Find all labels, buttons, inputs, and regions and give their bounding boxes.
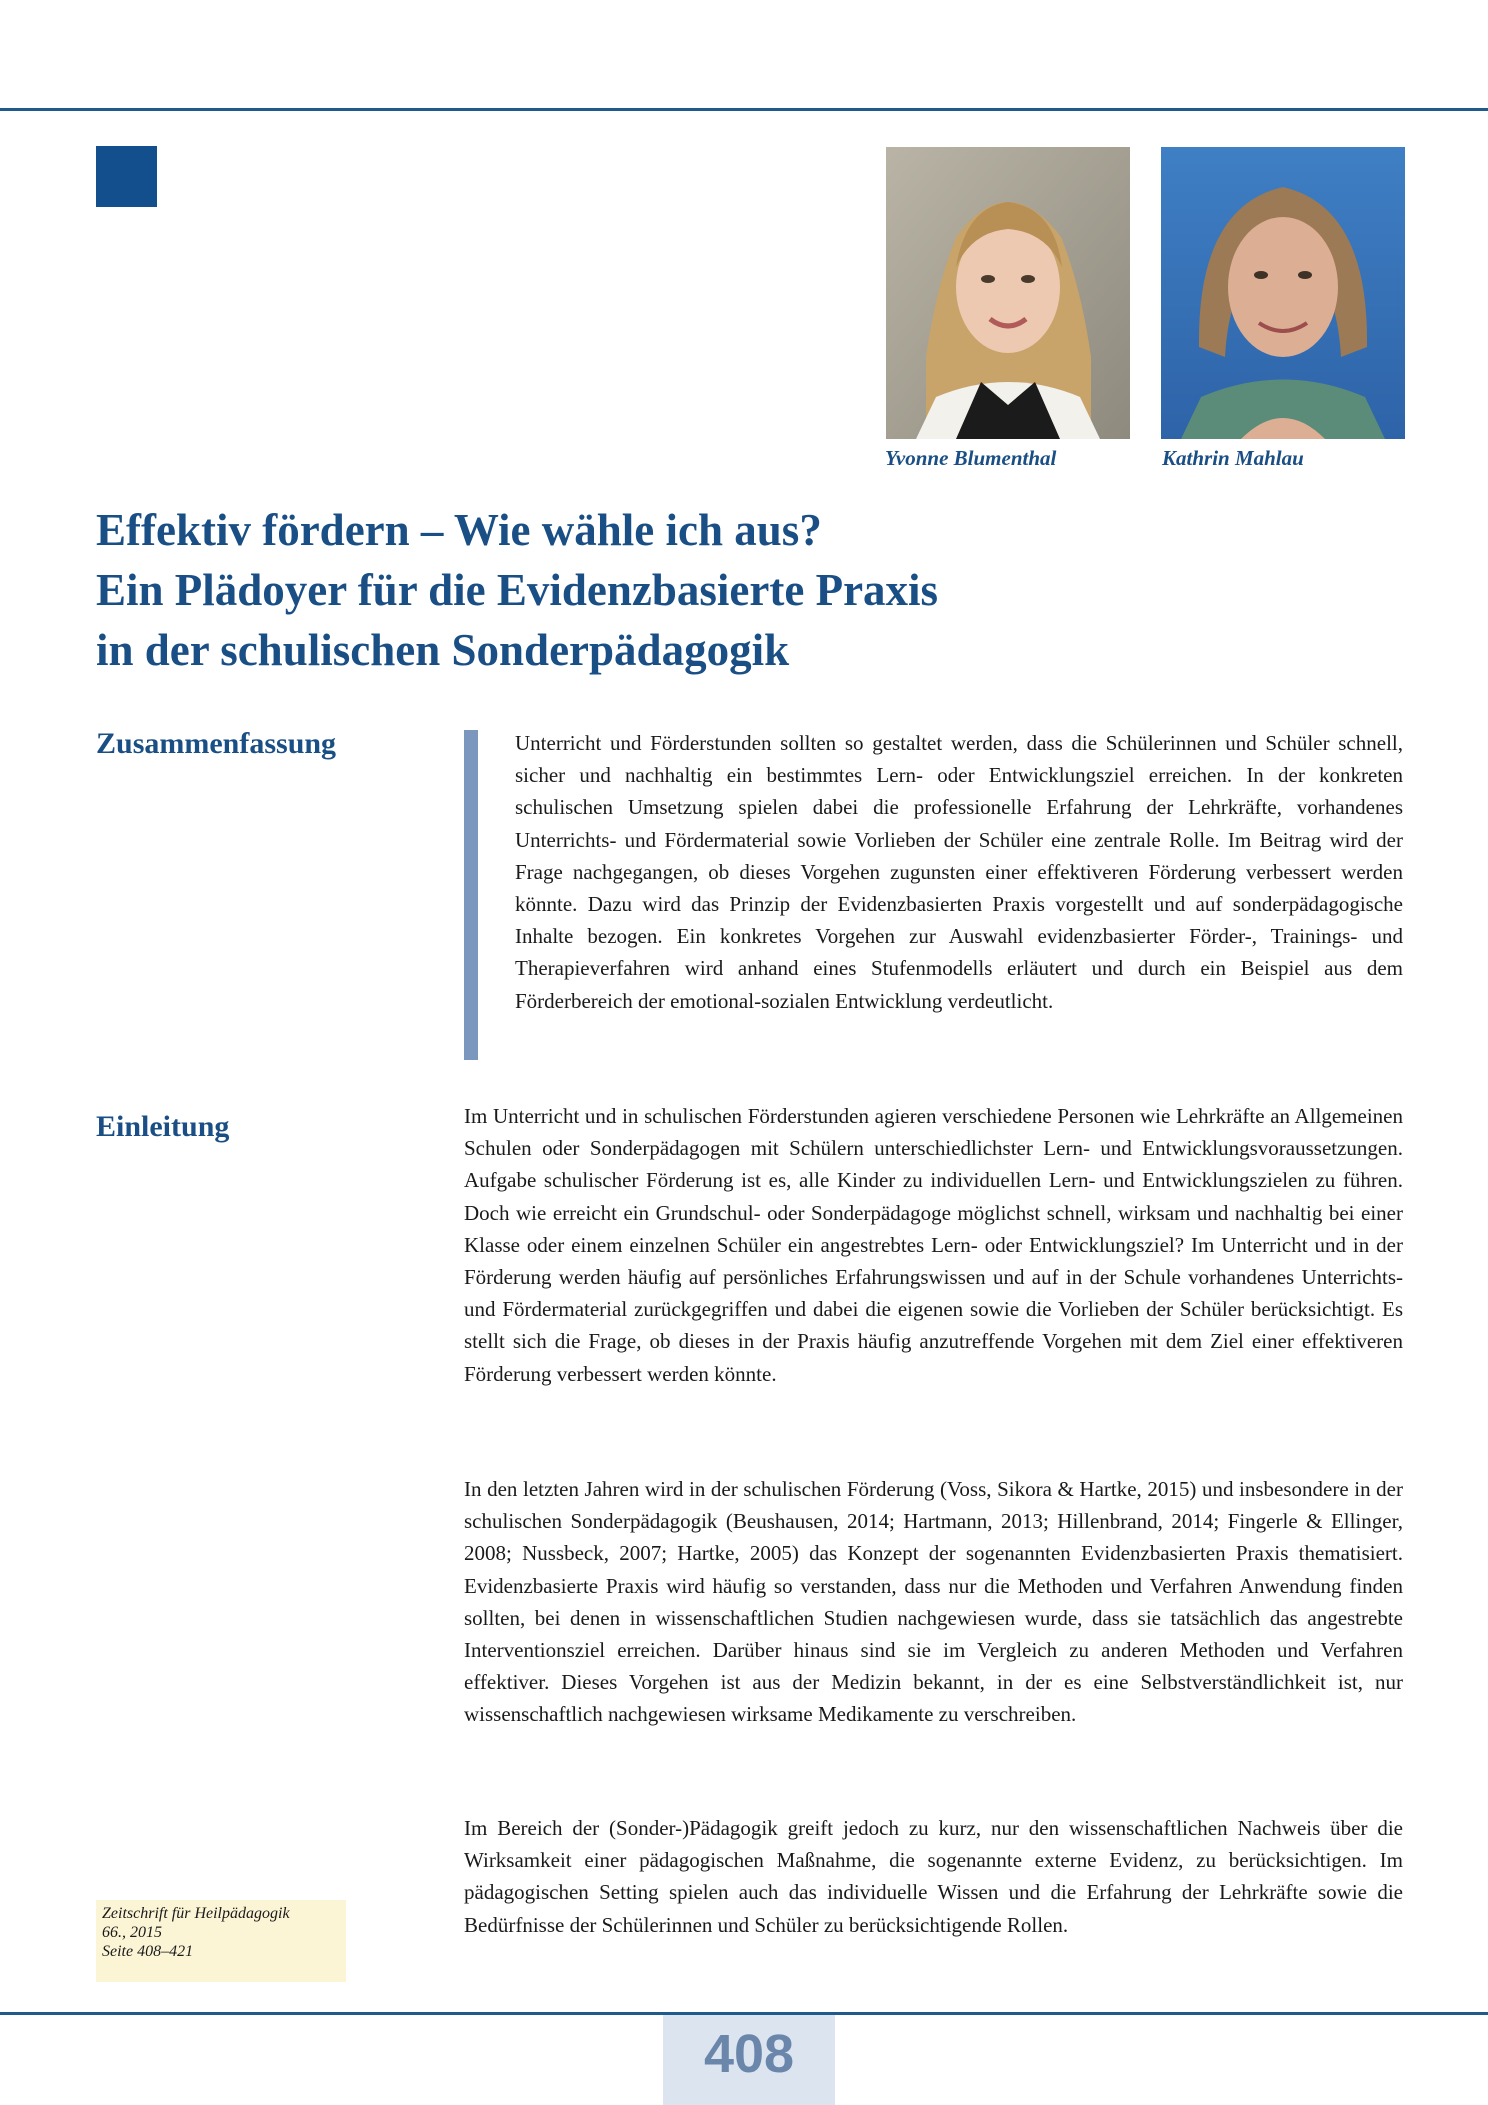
corner-square-decoration <box>96 146 157 207</box>
author-portrait-2-image <box>1161 147 1405 439</box>
page-number-box <box>663 2015 835 2105</box>
page-number: 408 <box>703 2024 795 2084</box>
introduction-paragraph-2: In den letzten Jahren wird in der schulischen Förderung (Voss, Sikora & Hartke, 2015) und insbesondere in der schulischen Sonderpädagogik (Beushausen, 2014; Hartmann, 2013; Hillenbrand, 2014; Fingerle & Ellinger, 2008; Nussbeck, 2007; Hartke, 2005) das Konzept der sogenannten Evidenzbasierten Praxis thematisiert. Evidenzbasierte Praxis wird häufig so verstanden, dass nur die Methoden und Verfahren Anwendung finden sollten, bei denen in wissenschaftlichen Studien nachgewiesen wurde, dass sie tatsächlich das angestrebte Interventionsziel erreichen. Darüber hinaus sind sie im Vergleich zu anderen Methoden und Verfahren effektiver. Dieses Vorgehen ist aus der Medizin bekannt, in der es eine Selbstverständlichkeit ist, nur wissenschaftlich nachgewiesen wirksame Medikamente zu verschreiben. <box>464 1477 1403 1727</box>
introduction-paragraph-3: Im Bereich der (Sonder-)Pädagogik greift jedoch zu kurz, nur den wissenschaftlichen Nachweis über die Wirksamkeit einer pädagogischen Maßnahme, die sogenannte externe Evidenz, zu berücksichtigen. Im pädagogischen Setting spielen auch das individuelle Wissen und die Erfahrung der Lehrkräfte sowie die Bedürfnisse der Schülerinnen und Schüler zu berücksichtigende Rollen. <box>464 1816 1403 1937</box>
author-photo-1 <box>886 147 1130 439</box>
introduction-heading: Einleitung <box>96 1110 230 1143</box>
title-line-3: in der schulischen Sonderpädagogik <box>96 625 790 675</box>
journal-volume: 66., 2015 <box>102 1924 162 1941</box>
article-title <box>96 500 1296 680</box>
header-rule <box>0 108 1488 111</box>
author-name-1: Yvonne Blumenthal <box>885 446 1057 470</box>
journal-pages: Seite 408–421 <box>102 1943 194 1960</box>
abstract-accent-bar <box>464 730 478 1060</box>
abstract-heading: Zusammenfassung <box>96 727 337 760</box>
journal-name: Zeitschrift für Heilpädagogik <box>102 1905 290 1922</box>
introduction-paragraph-1: Im Unterricht und in schulischen Förderstunden agieren verschiedene Personen wie Lehrkräfte an Allgemeinen Schulen oder Sonderpädagogen mit Schülern unterschiedlichster Lern- und Entwicklungsvoraussetzungen. Aufgabe schulischer Förderung ist es, alle Kinder zu individuellen Lern- und Entwicklungszielen zu führen. Doch wie erreicht ein Grundschul- oder Sonderpädagoge möglichst schnell, wirksam und nachhaltig bei einer Klasse oder einem einzelnen Schüler ein angestrebtes Lern- oder Entwicklungsziel? Im Unterricht und in der Förderung werden häufig auf persönliches Erfahrungswissen und auf in der Schule vorhandenes Unterrichts- und Fördermaterial zurückgegriffen und dabei die eigenen sowie die Vorlieben der Schüler berücksichtigt. Es stellt sich die Frage, ob dieses in der Praxis häufig anzutreffende Vorgehen mit dem Ziel einer effektiveren Förderung verbessert werden könnte. <box>464 1104 1403 1386</box>
author-portrait-1-image <box>886 147 1130 439</box>
author-photo-2 <box>1161 147 1405 439</box>
author-name-2: Kathrin Mahlau <box>1162 446 1304 470</box>
title-line-2: Ein Plädoyer für die Evidenzbasierte Praxis <box>96 565 939 615</box>
abstract-text: Unterricht und Förderstunden sollten so gestaltet werden, dass die Schülerinnen und Schüler schnell, sicher und nachhaltig ein bestimmtes Lern- oder Entwicklungsziel erreichen. In der konkreten schulischen Umsetzung spielen dabei die professionelle Erfahrung der Lehrkräfte, vorhandenes Unterrichts- und Fördermaterial sowie Vorlieben der Schüler eine zentrale Rolle. Im Beitrag wird der Frage nachgegangen, ob dieses Vorgehen zugunsten einer effektiveren Förderung verbessert werden könnte. Dazu wird das Prinzip der Evidenzbasierten Praxis vorgestellt und auf sonderpädagogische Inhalte bezogen. Ein konkretes Vorgehen zur Auswahl evidenzbasierter Förder-, Trainings- und Therapieverfahren wird anhand eines Stufenmodells erläutert und durch ein Beispiel aus dem Förderbereich der emotional-sozialen Entwicklung verdeutlicht. <box>515 731 1403 1013</box>
journal-citation-box <box>96 1900 346 1982</box>
title-line-1: Effektiv fördern – Wie wähle ich aus? <box>96 505 822 555</box>
